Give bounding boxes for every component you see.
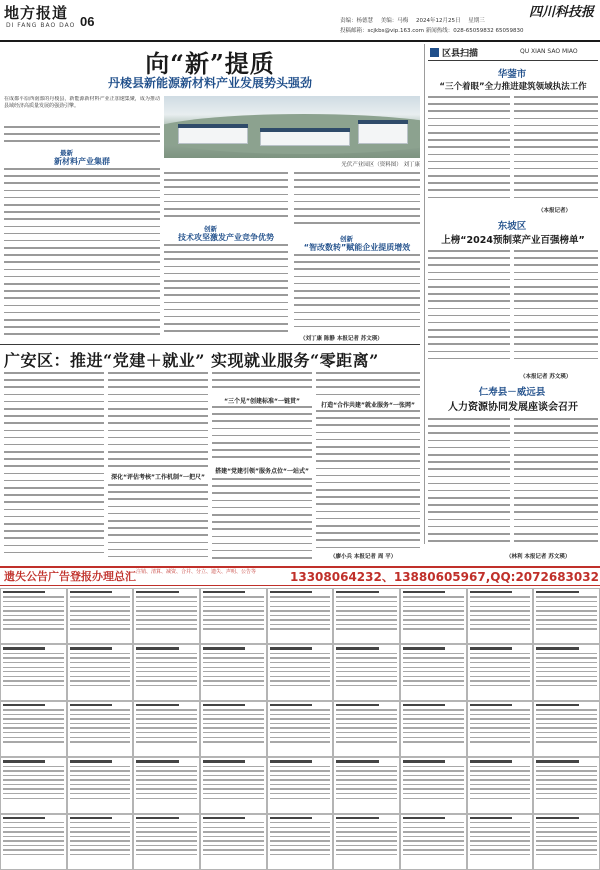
ad-notice [133,588,200,644]
page-number: 06 [80,14,95,29]
ad-notice [267,814,334,870]
ad-notice [267,757,334,813]
ad-notice [0,644,67,700]
story-1-place: 华蓥市 [497,69,527,80]
ads-grid [0,588,600,870]
guangan-body-text [108,484,208,562]
mid-subhead-1: 技术攻坚激发产业竞争优势 [178,233,274,242]
masthead [0,0,600,42]
story-3-place: 仁寿县－威远县 [478,387,546,398]
ad-notice [200,814,267,870]
weekday-item: 星期三 [468,18,485,24]
ad-notice [267,588,334,644]
editor-item: 美编：马梅 [380,18,409,24]
side-tag: 最新 [60,149,73,157]
guangan-body-text [316,372,420,400]
guangan-body-text [212,406,312,466]
section-pinyin: DI FANG BAO DAO [6,22,76,29]
section-marker-icon [430,48,439,57]
story-3-text [514,418,598,550]
photo-caption-text: 光伏产业园区（资料图） [341,162,402,168]
story-2-text [514,250,598,370]
ad-notice [0,757,67,813]
ad-notice [267,644,334,700]
ad-notice [333,814,400,870]
guangan-subhead-4: 深化“评估考核”工作机制“一把尺” [111,474,205,481]
photo-credit: 刘丁康 [403,162,420,168]
ad-notice [133,814,200,870]
ad-notice [467,701,534,757]
ad-notice [533,701,600,757]
mid-subhead-2: “智改数转”赋能企业提质增效 [303,243,411,252]
story-1-text [514,96,598,206]
right-divider [428,60,598,61]
guangan-body-text [4,372,104,562]
story-2-text [428,250,510,370]
paper-logo: 四川科技报 [528,5,594,20]
editor-item: 责编：杨德慧 [340,18,374,24]
ad-notice [467,588,534,644]
ad-notice [0,701,67,757]
ad-notice [467,757,534,813]
story-1-title: “三个着眼”全力推进建筑领域执法工作 [439,82,587,92]
mid-tag-1: 创新 [204,225,217,233]
ad-notice [533,814,600,870]
story-1-text [428,96,510,206]
lead-body-text [164,244,288,340]
ad-notice [0,588,67,644]
lead-photo [164,96,420,158]
photo-caption [164,160,420,168]
story-2-place: 东坡区 [497,221,527,232]
ad-notice [0,814,67,870]
date-item: 2024年12月25日 [416,18,461,24]
ad-notice [333,588,400,644]
right-section-label-text: 区县扫描 [442,49,479,59]
story-3-title: 人力资源协同发展座谈会召开 [448,402,578,413]
ad-notice [200,701,267,757]
ad-notice [133,757,200,813]
right-section-label [430,46,478,59]
ad-notice [467,644,534,700]
ad-notice [133,644,200,700]
guangan-subhead-2: 搭建“党建引领”服务点位“一站式” [215,468,309,475]
ad-notice [533,644,600,700]
ad-notice [67,814,134,870]
story-3-text [428,418,510,550]
ad-notice [200,757,267,813]
mid-tag-2: 创新 [340,235,353,243]
lead-first-paragraph: 在成都平原西南部的丹棱县，新能源新材料产业正加速集聚，成为推动县域经济高质量发展的强劲引擎。 [4,96,160,110]
guangan-body-text [212,372,312,396]
guangan-subhead-3: 打造“合作共建”就业服务“一张网” [321,402,415,409]
right-section-label-en: QU XIAN SAO MIAO [520,48,578,55]
ad-notice [400,588,467,644]
guangan-body-text [316,410,420,550]
ad-notice [200,588,267,644]
lead-subheadline: 丹棱县新能源新材料产业发展势头强劲 [107,76,312,90]
ads-note: 注销、清算、减资、合并、分立、遗失、声明、公告等 [136,569,257,575]
lead-body-text [4,168,160,340]
ad-notice [200,644,267,700]
contact-line: 投稿邮箱：scjkbs@vip.163.com 新闻热线：028-65059832 65059830 [340,28,524,34]
lead-body-text [164,172,288,228]
ad-notice [333,701,400,757]
side-subhead: 新材料产业集群 [54,157,110,166]
story-3-byline: （林利 本报记者 苏文瑛） [506,554,571,560]
story-2-byline: （本报记者 苏文瑛） [520,374,572,380]
ad-notice [400,701,467,757]
ad-notice [533,588,600,644]
ad-notice [67,757,134,813]
ad-notice [533,757,600,813]
editor-line [340,16,491,24]
guangan-body-text [108,372,208,472]
ad-notice [333,644,400,700]
ad-notice [333,757,400,813]
ad-notice [400,757,467,813]
ad-notice [400,814,467,870]
guangan-subhead-1: “三个见”创建标准“一链贯” [224,398,300,405]
section-divider [0,344,420,345]
ad-notice [67,588,134,644]
section-title: 地方报道 [4,4,69,22]
ad-notice [267,701,334,757]
ads-phone-numbers: 13308064232、13880605967,QQ:2072683032 [290,570,599,584]
lead-byline: （刘丁康 陈静 本报记者 苏文瑛） [300,336,383,342]
ads-title: 遗失公告广告登报办理总汇 [4,570,136,583]
lead-body-text [294,254,420,334]
lead-body-text [294,172,420,232]
guangan-headline: 广安区：推进“党建＋就业” 实现就业服务“零距离” [4,351,379,370]
ad-notice [67,701,134,757]
story-2-title: 上榜“2024预制菜产业百强榜单” [441,235,585,246]
lead-headline: 向“新”提质 [145,49,275,78]
ad-notice [67,644,134,700]
lead-body-text [4,126,160,148]
ad-notice [467,814,534,870]
story-1-byline: （本报记者） [538,208,572,214]
ad-notice [400,644,467,700]
guangan-byline: （廖小兵 本报记者 周 平） [330,554,397,560]
guangan-body-text [212,478,312,562]
ad-notice [133,701,200,757]
